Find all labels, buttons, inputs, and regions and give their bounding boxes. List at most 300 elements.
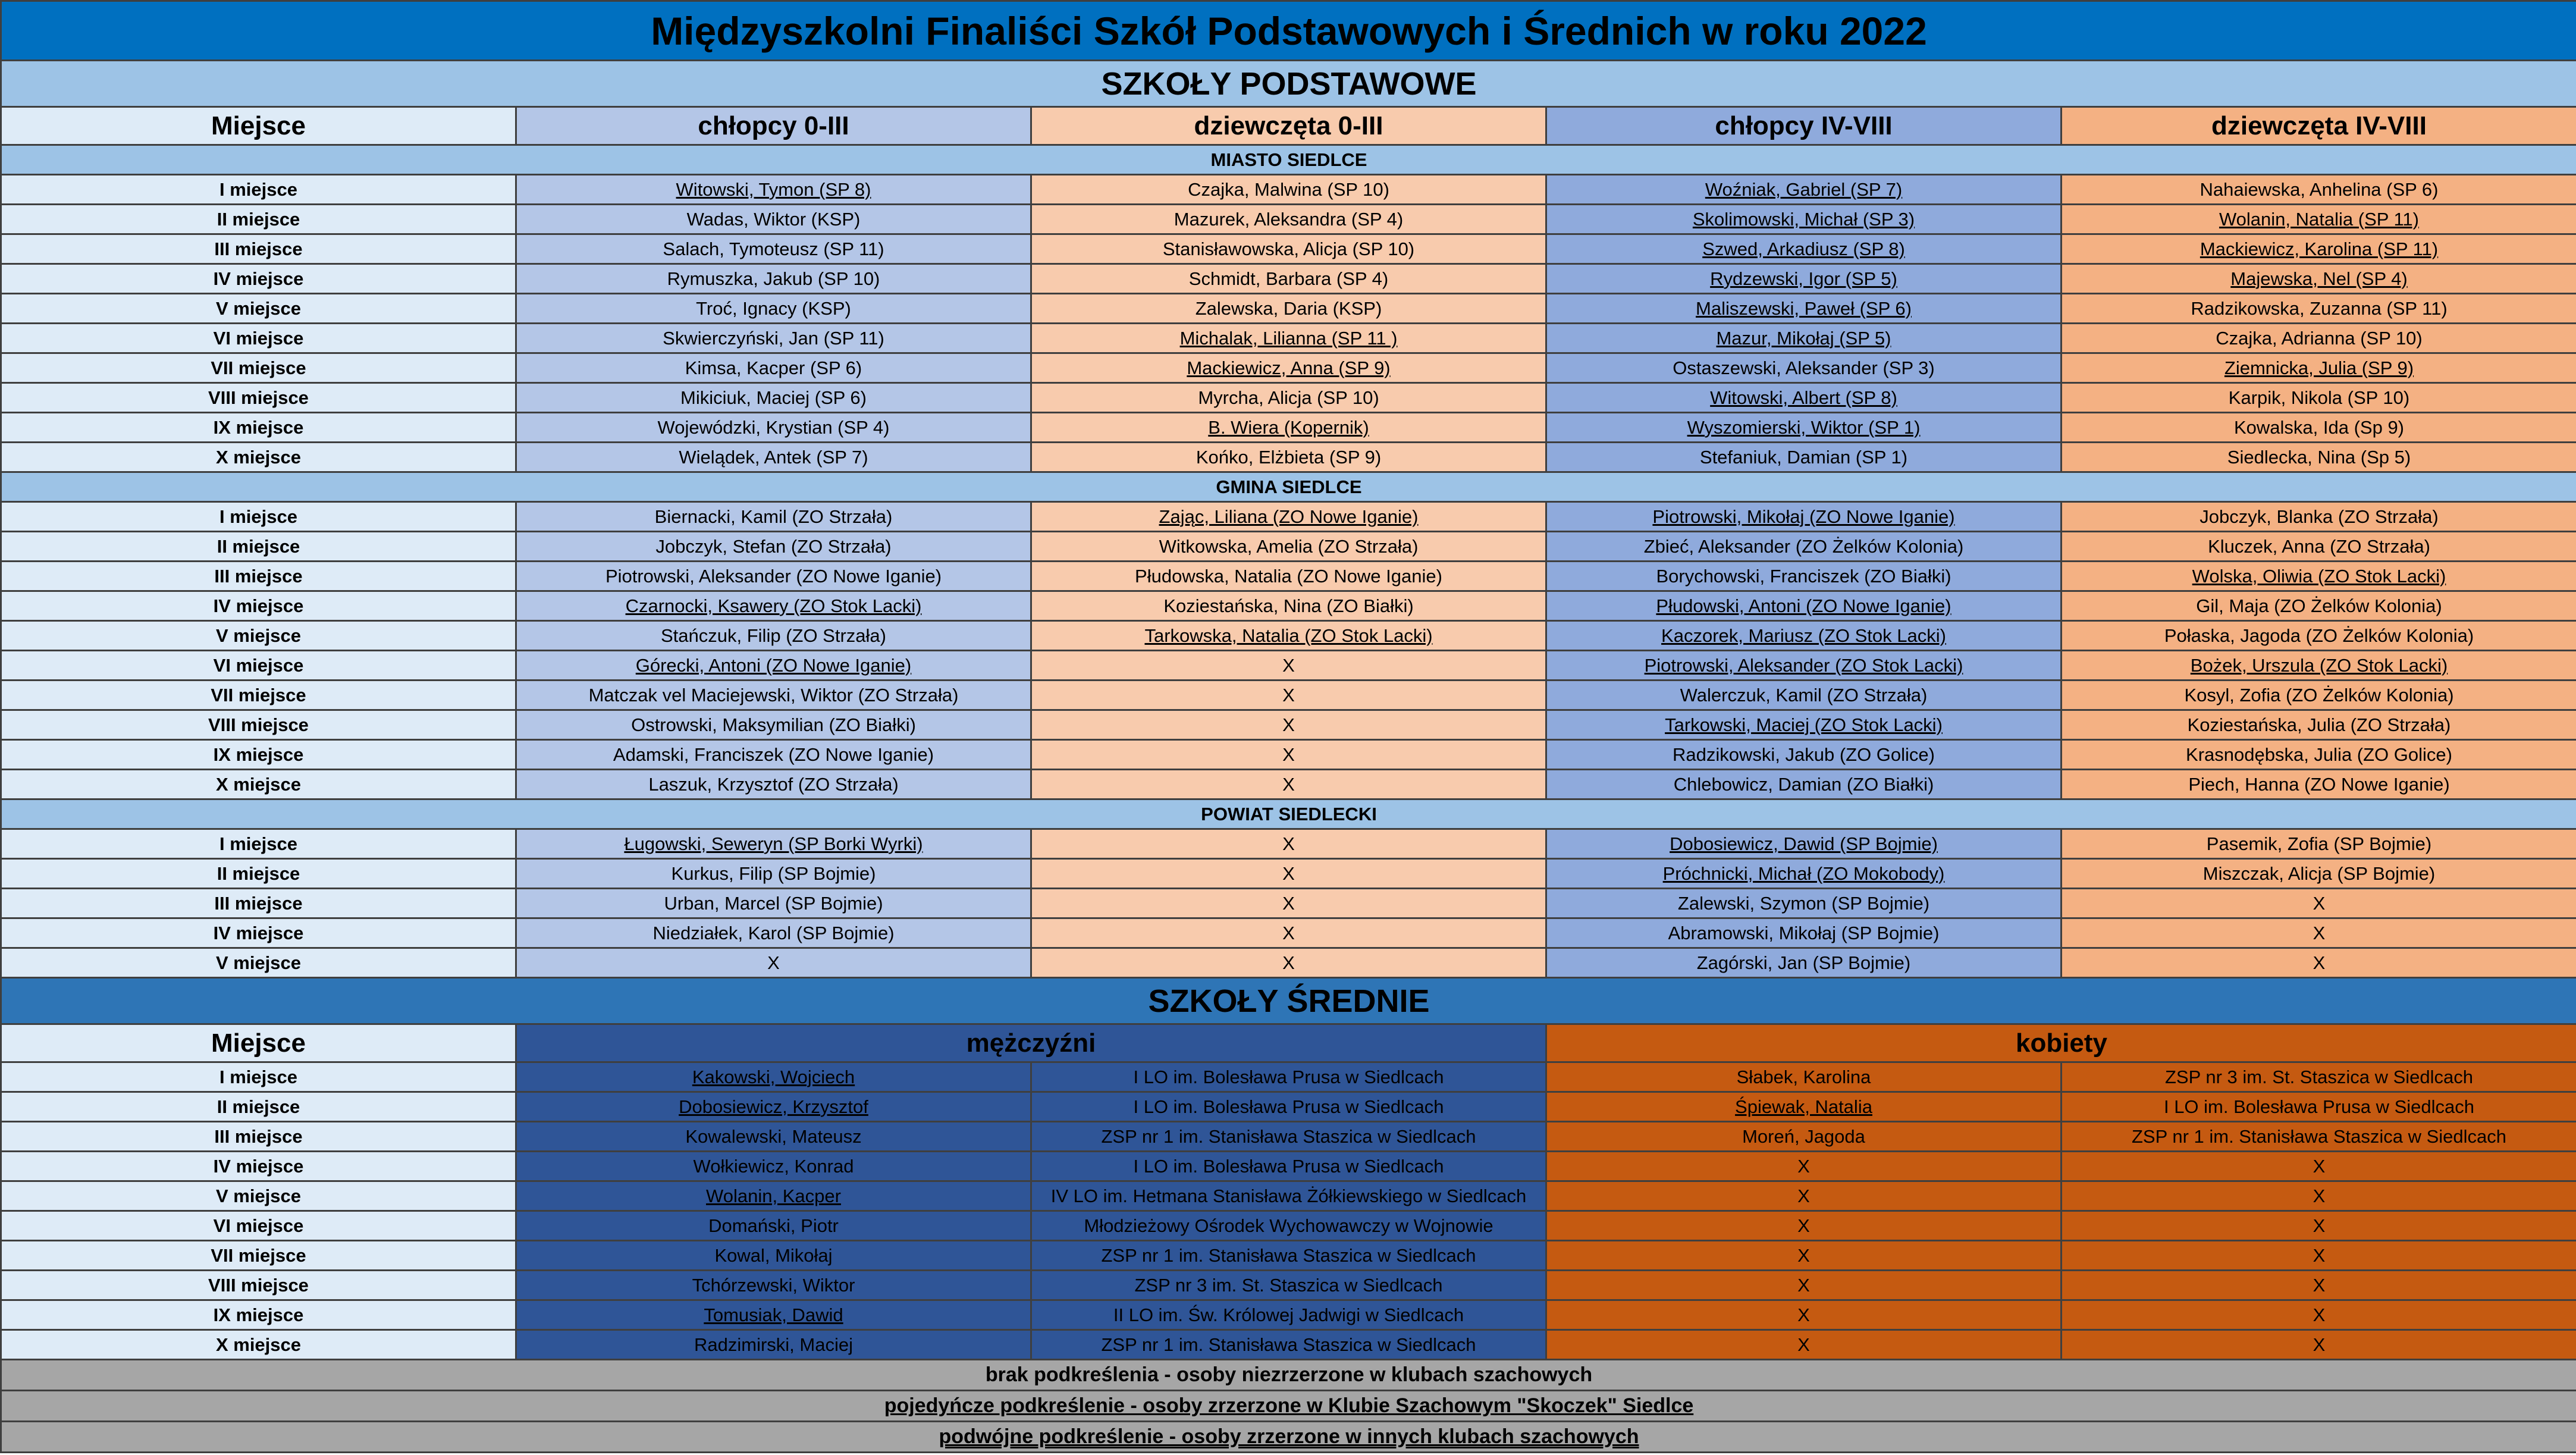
results-sheet-body bbox=[1, 1, 2576, 1453]
cell-text: X bbox=[1282, 863, 1295, 884]
column-header-row bbox=[1, 107, 2576, 145]
cell-text: Koziestańska, Nina (ZO Białki) bbox=[1163, 595, 1414, 616]
name-cell bbox=[1546, 770, 2062, 799]
table-row bbox=[1, 681, 2576, 710]
cell-text: Czajka, Adrianna (SP 10) bbox=[2216, 327, 2423, 349]
name-cell bbox=[2062, 829, 2576, 859]
place-cell: VII miejsce bbox=[1, 681, 516, 710]
cell-text: Kaczorek, Mariusz (ZO Stok Lacki) bbox=[1661, 625, 1946, 646]
table-row bbox=[1, 502, 2576, 532]
legend-row bbox=[1, 1422, 2576, 1453]
name-cell bbox=[1031, 918, 1546, 948]
cell-text: Wolanin, Natalia (SP 11) bbox=[2219, 208, 2419, 230]
cell-text: Stanisławowska, Alicja (SP 10) bbox=[1162, 238, 1415, 259]
cell-text: I LO im. Bolesława Prusa w Siedlcach bbox=[2163, 1096, 2475, 1117]
table-row bbox=[1, 353, 2576, 383]
name-cell bbox=[2062, 681, 2576, 710]
cell-text: Wolanin, Kacper bbox=[706, 1185, 841, 1206]
name-cell bbox=[516, 1181, 1031, 1211]
name-cell bbox=[516, 502, 1031, 532]
name-cell bbox=[2062, 889, 2576, 918]
name-cell bbox=[1031, 710, 1546, 740]
place-cell: V miejsce bbox=[1, 948, 516, 978]
cell-text: Skolimowski, Michał (SP 3) bbox=[1692, 208, 1915, 230]
cell-text: X bbox=[1282, 833, 1295, 854]
name-cell bbox=[1031, 591, 1546, 621]
cell-text: Witowski, Albert (SP 8) bbox=[1710, 387, 1897, 408]
name-cell bbox=[516, 740, 1031, 770]
cell-text: Jobczyk, Stefan (ZO Strzała) bbox=[655, 535, 892, 557]
cell-text: Połaska, Jagoda (ZO Żelków Kolonia) bbox=[2164, 625, 2474, 646]
subsection-title: GMINA SIEDLCE bbox=[1, 472, 2576, 502]
cell-text: I LO im. Bolesława Prusa w Siedlcach bbox=[1133, 1096, 1444, 1117]
name-cell bbox=[1546, 205, 2062, 234]
school-cell bbox=[1031, 1062, 1546, 1092]
school-cell bbox=[2062, 1181, 2576, 1211]
name-cell bbox=[1546, 353, 2062, 383]
name-cell bbox=[516, 353, 1031, 383]
name-cell bbox=[1546, 889, 2062, 918]
school-cell bbox=[1031, 1211, 1546, 1241]
cell-text: Dobosiewicz, Dawid (SP Bojmie) bbox=[1670, 833, 1938, 854]
legend-row bbox=[1, 1391, 2576, 1422]
name-cell bbox=[1031, 443, 1546, 472]
cell-text: Piotrowski, Mikołaj (ZO Nowe Iganie) bbox=[1652, 506, 1955, 527]
name-cell bbox=[1031, 859, 1546, 889]
name-cell bbox=[516, 1152, 1031, 1181]
cell-text: B. Wiera (Kopernik) bbox=[1208, 416, 1369, 438]
name-cell bbox=[516, 829, 1031, 859]
name-cell bbox=[1031, 948, 1546, 978]
cell-text: Laszuk, Krzysztof (ZO Strzała) bbox=[648, 773, 899, 795]
subsection-title: POWIAT SIEDLECKI bbox=[1, 799, 2576, 829]
column-header: chłopcy 0-III bbox=[516, 107, 1031, 145]
cell-text: Wołkiewicz, Konrad bbox=[693, 1155, 854, 1177]
cell-text: Troć, Ignacy (KSP) bbox=[696, 297, 851, 319]
name-cell bbox=[1546, 502, 2062, 532]
cell-text: Biernacki, Kamil (ZO Strzała) bbox=[654, 506, 893, 527]
place-cell: V miejsce bbox=[1, 1181, 516, 1211]
legend-row bbox=[1, 1360, 2576, 1391]
cell-text: Abramowski, Mikołaj (SP Bojmie) bbox=[1668, 922, 1940, 943]
cell-text: ZSP nr 1 im. Stanisława Staszica w Siedlcach bbox=[1101, 1125, 1476, 1147]
cell-text: Myrcha, Alicja (SP 10) bbox=[1198, 387, 1379, 408]
name-cell bbox=[1546, 621, 2062, 651]
table-row bbox=[1, 532, 2576, 562]
cell-text: Mikiciuk, Maciej (SP 6) bbox=[680, 387, 867, 408]
name-cell bbox=[1546, 918, 2062, 948]
table-row bbox=[1, 1092, 2576, 1122]
name-cell bbox=[1546, 383, 2062, 413]
place-cell: VIII miejsce bbox=[1, 710, 516, 740]
cell-text: I LO im. Bolesława Prusa w Siedlcach bbox=[1133, 1155, 1444, 1177]
name-cell bbox=[1546, 413, 2062, 443]
cell-text: X bbox=[2313, 1274, 2326, 1296]
place-cell: III miejsce bbox=[1, 562, 516, 591]
cell-text: Maliszewski, Paweł (SP 6) bbox=[1696, 297, 1912, 319]
cell-text: X bbox=[2313, 1155, 2326, 1177]
cell-text: X bbox=[1797, 1185, 1810, 1206]
name-cell bbox=[516, 770, 1031, 799]
legend-cell bbox=[1, 1391, 2576, 1422]
name-cell bbox=[1031, 353, 1546, 383]
table-row bbox=[1, 1330, 2576, 1360]
table-row bbox=[1, 324, 2576, 353]
name-cell bbox=[1031, 740, 1546, 770]
name-cell bbox=[1546, 324, 2062, 353]
place-cell: IX miejsce bbox=[1, 740, 516, 770]
cell-text: Krasnodębska, Julia (ZO Golice) bbox=[2186, 744, 2452, 765]
cell-text: I LO im. Bolesława Prusa w Siedlcach bbox=[1133, 1066, 1444, 1087]
school-cell bbox=[2062, 1152, 2576, 1181]
table-row bbox=[1, 1152, 2576, 1181]
cell-text: Miszczak, Alicja (SP Bojmie) bbox=[2202, 863, 2436, 884]
name-cell bbox=[1031, 175, 1546, 205]
name-cell bbox=[516, 1122, 1031, 1152]
name-cell bbox=[2062, 532, 2576, 562]
place-cell: X miejsce bbox=[1, 443, 516, 472]
name-cell bbox=[2062, 591, 2576, 621]
table-row bbox=[1, 889, 2576, 918]
cell-text: Tomusiak, Dawid bbox=[704, 1304, 843, 1325]
name-cell bbox=[1546, 1330, 2062, 1360]
name-cell bbox=[1031, 383, 1546, 413]
cell-text: X bbox=[1282, 654, 1295, 676]
name-cell bbox=[516, 681, 1031, 710]
name-cell bbox=[1031, 562, 1546, 591]
name-cell bbox=[516, 205, 1031, 234]
name-cell bbox=[2062, 353, 2576, 383]
cell-text: Tarkowska, Natalia (ZO Stok Lacki) bbox=[1144, 625, 1433, 646]
column-header: chłopcy IV-VIII bbox=[1546, 107, 2062, 145]
name-cell bbox=[1031, 532, 1546, 562]
school-cell bbox=[2062, 1241, 2576, 1271]
name-cell bbox=[1031, 205, 1546, 234]
cell-text: X bbox=[1797, 1304, 1810, 1325]
place-cell: I miejsce bbox=[1, 829, 516, 859]
column-header-row bbox=[1, 1024, 2576, 1062]
place-cell: II miejsce bbox=[1, 205, 516, 234]
cell-text: Stańczuk, Filip (ZO Strzała) bbox=[661, 625, 886, 646]
name-cell bbox=[516, 710, 1031, 740]
name-cell bbox=[516, 621, 1031, 651]
table-row bbox=[1, 1300, 2576, 1330]
name-cell bbox=[1031, 681, 1546, 710]
name-cell bbox=[1546, 264, 2062, 294]
table-row bbox=[1, 1271, 2576, 1300]
name-cell bbox=[516, 1300, 1031, 1330]
school-cell bbox=[2062, 1122, 2576, 1152]
cell-text: X bbox=[767, 952, 780, 973]
cell-text: Pasemik, Zofia (SP Bojmie) bbox=[2206, 833, 2432, 854]
place-cell: V miejsce bbox=[1, 621, 516, 651]
table-row bbox=[1, 234, 2576, 264]
name-cell bbox=[2062, 710, 2576, 740]
name-cell bbox=[516, 1092, 1031, 1122]
place-cell: II miejsce bbox=[1, 532, 516, 562]
name-cell bbox=[2062, 234, 2576, 264]
name-cell bbox=[2062, 264, 2576, 294]
name-cell bbox=[1546, 532, 2062, 562]
name-cell bbox=[2062, 918, 2576, 948]
cell-text: Zagórski, Jan (SP Bojmie) bbox=[1696, 952, 1911, 973]
name-cell bbox=[1031, 502, 1546, 532]
school-cell bbox=[1031, 1122, 1546, 1152]
cell-text: Ostrowski, Maksymilian (ZO Białki) bbox=[631, 714, 916, 735]
cell-text: Radzimirski, Maciej bbox=[694, 1334, 853, 1355]
cell-text: Mazur, Mikołaj (SP 5) bbox=[1716, 327, 1891, 349]
cell-text: Ługowski, Seweryn (SP Borki Wyrki) bbox=[624, 833, 923, 854]
name-cell bbox=[1031, 621, 1546, 651]
place-cell: X miejsce bbox=[1, 770, 516, 799]
legend-cell bbox=[1, 1422, 2576, 1453]
name-cell bbox=[2062, 770, 2576, 799]
table-row bbox=[1, 383, 2576, 413]
cell-text: Adamski, Franciszek (ZO Nowe Iganie) bbox=[613, 744, 934, 765]
name-cell bbox=[1546, 1241, 2062, 1271]
school-cell bbox=[1031, 1241, 1546, 1271]
school-cell bbox=[2062, 1271, 2576, 1300]
school-cell bbox=[2062, 1330, 2576, 1360]
place-cell: II miejsce bbox=[1, 1092, 516, 1122]
name-cell bbox=[516, 1271, 1031, 1300]
table-row bbox=[1, 770, 2576, 799]
table-row bbox=[1, 829, 2576, 859]
name-cell bbox=[1546, 1300, 2062, 1330]
cell-text: X bbox=[1282, 952, 1295, 973]
cell-text: X bbox=[1282, 714, 1295, 735]
cell-text: Mackiewicz, Karolina (SP 11) bbox=[2200, 238, 2439, 259]
table-row bbox=[1, 740, 2576, 770]
cell-text: Płudowski, Antoni (ZO Nowe Iganie) bbox=[1656, 595, 1951, 616]
name-cell bbox=[516, 234, 1031, 264]
cell-text: Kakowski, Wojciech bbox=[692, 1066, 855, 1087]
name-cell bbox=[1546, 562, 2062, 591]
table-row bbox=[1, 591, 2576, 621]
name-cell bbox=[516, 948, 1031, 978]
place-cell: III miejsce bbox=[1, 1122, 516, 1152]
name-cell bbox=[1546, 710, 2062, 740]
name-cell bbox=[1546, 859, 2062, 889]
place-cell: IX miejsce bbox=[1, 413, 516, 443]
section-heading-row bbox=[1, 61, 2576, 107]
cell-text: Wadas, Wiktor (KSP) bbox=[686, 208, 861, 230]
cell-text: podwójne podkreślenie - osoby zrzerzone w innych klubach szachowych bbox=[939, 1425, 1639, 1448]
cell-text: X bbox=[1797, 1244, 1810, 1266]
name-cell bbox=[2062, 651, 2576, 681]
cell-text: Salach, Tymoteusz (SP 11) bbox=[663, 238, 884, 259]
cell-text: Zając, Liliana (ZO Nowe Iganie) bbox=[1159, 506, 1419, 527]
cell-text: Ostaszewski, Aleksander (SP 3) bbox=[1673, 357, 1935, 378]
name-cell bbox=[2062, 621, 2576, 651]
name-cell bbox=[516, 413, 1031, 443]
name-cell bbox=[516, 859, 1031, 889]
column-header: Miejsce bbox=[1, 107, 516, 145]
cell-text: Wolska, Oliwia (ZO Stok Lacki) bbox=[2192, 565, 2446, 587]
place-cell: I miejsce bbox=[1, 1062, 516, 1092]
cell-text: brak podkreślenia - osoby niezrzerzone w klubach szachowych bbox=[985, 1363, 1593, 1386]
cell-text: X bbox=[1797, 1334, 1810, 1355]
place-cell: VII miejsce bbox=[1, 1241, 516, 1271]
table-row bbox=[1, 918, 2576, 948]
column-header: dziewczęta 0-III bbox=[1031, 107, 1546, 145]
school-cell bbox=[1031, 1300, 1546, 1330]
cell-text: X bbox=[2313, 1185, 2326, 1206]
name-cell bbox=[516, 1241, 1031, 1271]
table-row bbox=[1, 710, 2576, 740]
cell-text: X bbox=[1282, 892, 1295, 914]
place-cell: IX miejsce bbox=[1, 1300, 516, 1330]
name-cell bbox=[516, 651, 1031, 681]
cell-text: Borychowski, Franciszek (ZO Białki) bbox=[1656, 565, 1951, 587]
cell-text: Gil, Maja (ZO Żelków Kolonia) bbox=[2196, 595, 2442, 616]
cell-text: IV LO im. Hetmana Stanisława Żółkiewskiego w Siedlcach bbox=[1050, 1185, 1527, 1206]
name-cell bbox=[1546, 1181, 2062, 1211]
name-cell bbox=[516, 264, 1031, 294]
cell-text: Matczak vel Maciejewski, Wiktor (ZO Strzała) bbox=[588, 684, 959, 705]
place-cell: VI miejsce bbox=[1, 651, 516, 681]
cell-text: X bbox=[1282, 773, 1295, 795]
name-cell bbox=[1031, 829, 1546, 859]
table-row bbox=[1, 859, 2576, 889]
name-cell bbox=[2062, 175, 2576, 205]
cell-text: Michalak, Lilianna (SP 11 ) bbox=[1179, 327, 1398, 349]
cell-text: Piotrowski, Aleksander (ZO Stok Lacki) bbox=[1644, 654, 1963, 676]
name-cell bbox=[516, 1062, 1031, 1092]
cell-text: Tarkowski, Maciej (ZO Stok Lacki) bbox=[1665, 714, 1943, 735]
cell-text: Młodzieżowy Ośrodek Wychowawczy w Wojnowie bbox=[1084, 1215, 1493, 1236]
table-row bbox=[1, 205, 2576, 234]
place-cell: I miejsce bbox=[1, 502, 516, 532]
cell-text: Płudowska, Natalia (ZO Nowe Iganie) bbox=[1135, 565, 1442, 587]
cell-text: ZSP nr 3 im. St. Staszica w Siedlcach bbox=[1134, 1274, 1443, 1296]
cell-text: X bbox=[1797, 1155, 1810, 1177]
name-cell bbox=[516, 889, 1031, 918]
cell-text: Rydzewski, Igor (SP 5) bbox=[1710, 268, 1897, 289]
place-cell: VI miejsce bbox=[1, 324, 516, 353]
name-cell bbox=[2062, 502, 2576, 532]
primary-heading: SZKOŁY PODSTAWOWE bbox=[1, 61, 2576, 107]
cell-text: Szwed, Arkadiusz (SP 8) bbox=[1702, 238, 1905, 259]
cell-text: Czajka, Malwina (SP 10) bbox=[1188, 178, 1389, 200]
subsection-row bbox=[1, 145, 2576, 175]
name-cell bbox=[1031, 294, 1546, 324]
cell-text: Zalewski, Szymon (SP Bojmie) bbox=[1677, 892, 1930, 914]
school-cell bbox=[1031, 1181, 1546, 1211]
school-cell bbox=[1031, 1152, 1546, 1181]
cell-text: Piotrowski, Aleksander (ZO Nowe Iganie) bbox=[605, 565, 942, 587]
cell-text: Ziemnicka, Julia (SP 9) bbox=[2224, 357, 2414, 378]
name-cell bbox=[516, 532, 1031, 562]
cell-text: X bbox=[1282, 684, 1295, 705]
place-cell: VII miejsce bbox=[1, 353, 516, 383]
name-cell bbox=[1546, 1152, 2062, 1181]
cell-text: Mackiewicz, Anna (SP 9) bbox=[1187, 357, 1391, 378]
cell-text: Kimsa, Kacper (SP 6) bbox=[685, 357, 862, 378]
cell-text: X bbox=[2313, 1304, 2326, 1325]
school-cell bbox=[2062, 1092, 2576, 1122]
name-cell bbox=[1546, 681, 2062, 710]
place-cell: IV miejsce bbox=[1, 591, 516, 621]
place-cell: III miejsce bbox=[1, 889, 516, 918]
cell-text: Kosyl, Zofia (ZO Żelków Kolonia) bbox=[2184, 684, 2454, 705]
name-cell bbox=[1031, 264, 1546, 294]
place-cell: III miejsce bbox=[1, 234, 516, 264]
table-row bbox=[1, 413, 2576, 443]
cell-text: Woźniak, Gabriel (SP 7) bbox=[1705, 178, 1903, 200]
name-cell bbox=[516, 383, 1031, 413]
cell-text: Mazurek, Aleksandra (SP 4) bbox=[1174, 208, 1404, 230]
cell-text: Moreń, Jagoda bbox=[1742, 1125, 1865, 1147]
cell-text: ZSP nr 1 im. Stanisława Staszica w Siedlcach bbox=[2131, 1125, 2507, 1147]
place-cell: VIII miejsce bbox=[1, 1271, 516, 1300]
name-cell bbox=[1546, 740, 2062, 770]
name-cell bbox=[1546, 443, 2062, 472]
place-cell: II miejsce bbox=[1, 859, 516, 889]
name-cell bbox=[2062, 294, 2576, 324]
cell-text: Czarnocki, Ksawery (ZO Stok Lacki) bbox=[625, 595, 922, 616]
cell-text: X bbox=[2313, 1244, 2326, 1266]
name-cell bbox=[516, 918, 1031, 948]
name-cell bbox=[516, 591, 1031, 621]
cell-text: X bbox=[2313, 1215, 2326, 1236]
cell-text: Urban, Marcel (SP Bojmie) bbox=[664, 892, 883, 914]
table-row bbox=[1, 175, 2576, 205]
place-cell: VIII miejsce bbox=[1, 383, 516, 413]
name-cell bbox=[2062, 324, 2576, 353]
name-cell bbox=[1546, 651, 2062, 681]
cell-text: Słabek, Karolina bbox=[1736, 1066, 1871, 1087]
cell-text: Dobosiewicz, Krzysztof bbox=[679, 1096, 868, 1117]
name-cell bbox=[1546, 1271, 2062, 1300]
place-cell: X miejsce bbox=[1, 1330, 516, 1360]
cell-text: Niedziałek, Karol (SP Bojmie) bbox=[652, 922, 895, 943]
name-cell bbox=[1031, 651, 1546, 681]
name-cell bbox=[2062, 413, 2576, 443]
subsection-row bbox=[1, 472, 2576, 502]
table-row bbox=[1, 1211, 2576, 1241]
column-header: kobiety bbox=[1546, 1024, 2576, 1062]
subsection-title: MIASTO SIEDLCE bbox=[1, 145, 2576, 175]
subsection-row bbox=[1, 799, 2576, 829]
section-heading-row bbox=[1, 978, 2576, 1024]
name-cell bbox=[516, 175, 1031, 205]
cell-text: Wojewódzki, Krystian (SP 4) bbox=[657, 416, 890, 438]
cell-text: Próchnicki, Michał (ZO Mokobody) bbox=[1662, 863, 1945, 884]
place-cell: IV miejsce bbox=[1, 1152, 516, 1181]
name-cell bbox=[1546, 234, 2062, 264]
cell-text: Stefaniuk, Damian (SP 1) bbox=[1699, 446, 1908, 468]
cell-text: Skwierczyński, Jan (SP 11) bbox=[663, 327, 884, 349]
name-cell bbox=[1546, 1062, 2062, 1092]
name-cell bbox=[2062, 205, 2576, 234]
name-cell bbox=[516, 1330, 1031, 1360]
name-cell bbox=[2062, 443, 2576, 472]
name-cell bbox=[516, 1211, 1031, 1241]
cell-text: Kluczek, Anna (ZO Strzała) bbox=[2208, 535, 2430, 557]
cell-text: X bbox=[1797, 1215, 1810, 1236]
table-row bbox=[1, 264, 2576, 294]
name-cell bbox=[1546, 948, 2062, 978]
cell-text: Jobczyk, Blanka (ZO Strzała) bbox=[2200, 506, 2439, 527]
name-cell bbox=[2062, 383, 2576, 413]
cell-text: Nahaiewska, Anhelina (SP 6) bbox=[2200, 178, 2439, 200]
table-row bbox=[1, 1241, 2576, 1271]
cell-text: Domański, Piotr bbox=[708, 1215, 839, 1236]
cell-text: X bbox=[1282, 922, 1295, 943]
name-cell bbox=[1546, 1092, 2062, 1122]
cell-text: Wyszomierski, Wiktor (SP 1) bbox=[1687, 416, 1921, 438]
